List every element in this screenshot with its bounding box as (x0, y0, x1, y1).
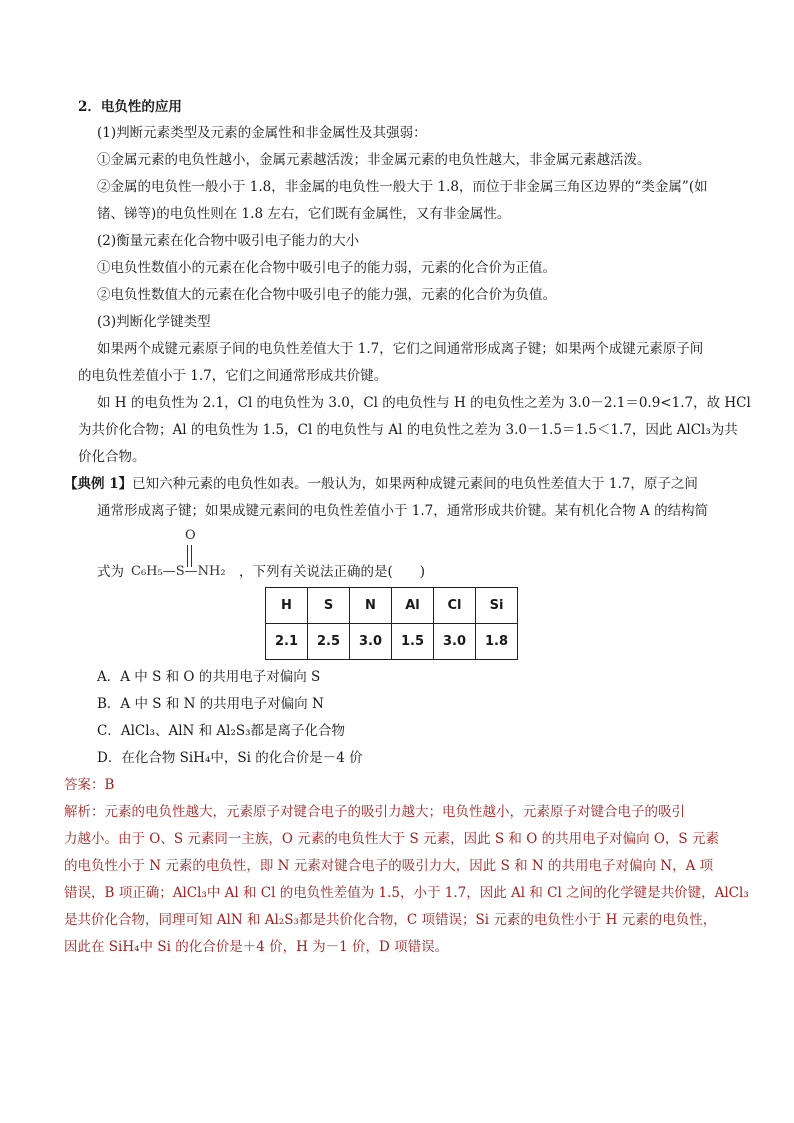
element-cell: Al (392, 588, 434, 624)
analysis-line6: 因此在 SiH₄中 Si 的化合价是＋4 价，H 为－1 价，D 项错误。 (64, 939, 449, 955)
value-cell: 2.5 (308, 624, 350, 660)
point-2-title: (2)衡量元素在化合物中吸引电子能力的大小 (97, 233, 360, 249)
point-3-line1: 如果两个成键元素原子间的电负性差值大于 1.7，它们之间通常形成离子键；如果两个成键元素原子间 (97, 341, 704, 357)
oxygen-atom: O (185, 528, 196, 543)
analysis-line2: 力越小。由于 O、S 元素同一主族，O 元素的电负性大于 S 元素，因此 S 和 O 的共用电子对偏向 O，S 元素 (64, 831, 719, 847)
example-hcl-line3: 价化合物。 (78, 449, 146, 465)
point-3-line2: 的电负性差值小于 1.7，它们之间通常形成共价键。 (78, 368, 388, 384)
element-cell: N (350, 588, 392, 624)
section-heading: 2．电负性的应用 (78, 99, 182, 115)
point-1-title: (1)判断元素类型及元素的金属性和非金属性及其强弱： (97, 125, 427, 141)
example-intro-line1 (64, 475, 698, 493)
analysis-line3: 的电负性小于 N 元素的电负性，即 N 元素对键合电子的吸引力大，因此 S 和 N 的共用电子对偏向 N，A 项 (64, 858, 714, 874)
example-line3-prefix: 式为 (97, 564, 124, 580)
option-c: C．AlCl₃、AlN 和 Al₂S₃都是离子化合物 (97, 723, 346, 739)
table-row-elements (266, 588, 518, 624)
example-text-line1: 已知六种元素的电负性如表。一般认为，如果两种成键元素间的电负性差值大于 1.7，原子之间 (132, 476, 698, 492)
point-3-title: (3)判断化学键类型 (97, 314, 211, 330)
value-cell: 1.5 (392, 624, 434, 660)
example-line3-suffix: ，下列有关说法正确的是( ) (239, 564, 426, 580)
point-2-a: ①电负性数值小的元素在化合物中吸引电子的能力弱，元素的化合价为正值。 (97, 260, 556, 276)
example-intro-line2: 通常形成离子键；如果成键元素间的电负性差值小于 1.7，通常形成共价键。某有机化合物 A 的结构简 (97, 503, 709, 519)
value-cell: 3.0 (434, 624, 476, 660)
option-b: B．A 中 S 和 N 的共用电子对偏向 N (97, 696, 324, 712)
element-cell: H (266, 588, 308, 624)
electronegativity-table (265, 587, 518, 660)
value-cell: 2.1 (266, 624, 308, 660)
element-cell: Cl (434, 588, 476, 624)
analysis-line5: 是共价化合物，同理可知 AlN 和 Al₂S₃都是共价化合物，C 项错误；Si 元素的电负性小于 H 元素的电负性， (64, 912, 717, 928)
example-hcl-line2: 为共价化合物；Al 的电负性为 1.5，Cl 的电负性与 Al 的电负性之差为 3.0－1.5＝1.5＜1.7，因此 AlCl₃为共 (78, 422, 738, 438)
example-label: 【典例 1】 (64, 476, 133, 492)
element-cell: Si (476, 588, 518, 624)
formula-chain: C₆H₅—S—NH₂ (131, 564, 226, 579)
element-cell: S (308, 588, 350, 624)
option-a: A．A 中 S 和 O 的共用电子对偏向 S (97, 669, 321, 685)
point-2-b: ②电负性数值大的元素在化合物中吸引电子的能力强，元素的化合价为负值。 (97, 287, 556, 303)
value-cell: 3.0 (350, 624, 392, 660)
example-hcl-line1: 如 H 的电负性为 2.1，Cl 的电负性为 3.0，Cl 的电负性与 H 的电负性之差为 3.0－2.1＝0.9<1.7，故 HCl (97, 395, 751, 411)
analysis-line4: 错误，B 项正确；AlCl₃中 Al 和 Cl 的电负性差值为 1.5，小于 1.7，因此 Al 和 Cl 之间的化学键是共价键，AlCl₃ (64, 885, 749, 901)
point-1-b-line2: 锗、锑等)的电负性则在 1.8 左右，它们既有金属性，又有非金属性。 (97, 206, 511, 222)
value-cell: 1.8 (476, 624, 518, 660)
point-1-b-line1: ②金属的电负性一般小于 1.8，非金属的电负性一般大于 1.8，而位于非金属三角区边界的“类金属”(如 (97, 179, 708, 195)
analysis-line1: 解析：元素的电负性越大，元素原子对键合电子的吸引力越大；电负性越小，元素原子对键合电子的吸引 (64, 804, 685, 820)
option-d: D．在化合物 SiH₄中，Si 的化合价是－4 价 (97, 750, 363, 766)
point-1-a: ①金属元素的电负性越小，金属元素越活泼；非金属元素的电负性越大，非金属元素越活泼。 (97, 152, 651, 168)
table-row-values (266, 624, 518, 660)
answer: 答案：B (64, 777, 115, 793)
